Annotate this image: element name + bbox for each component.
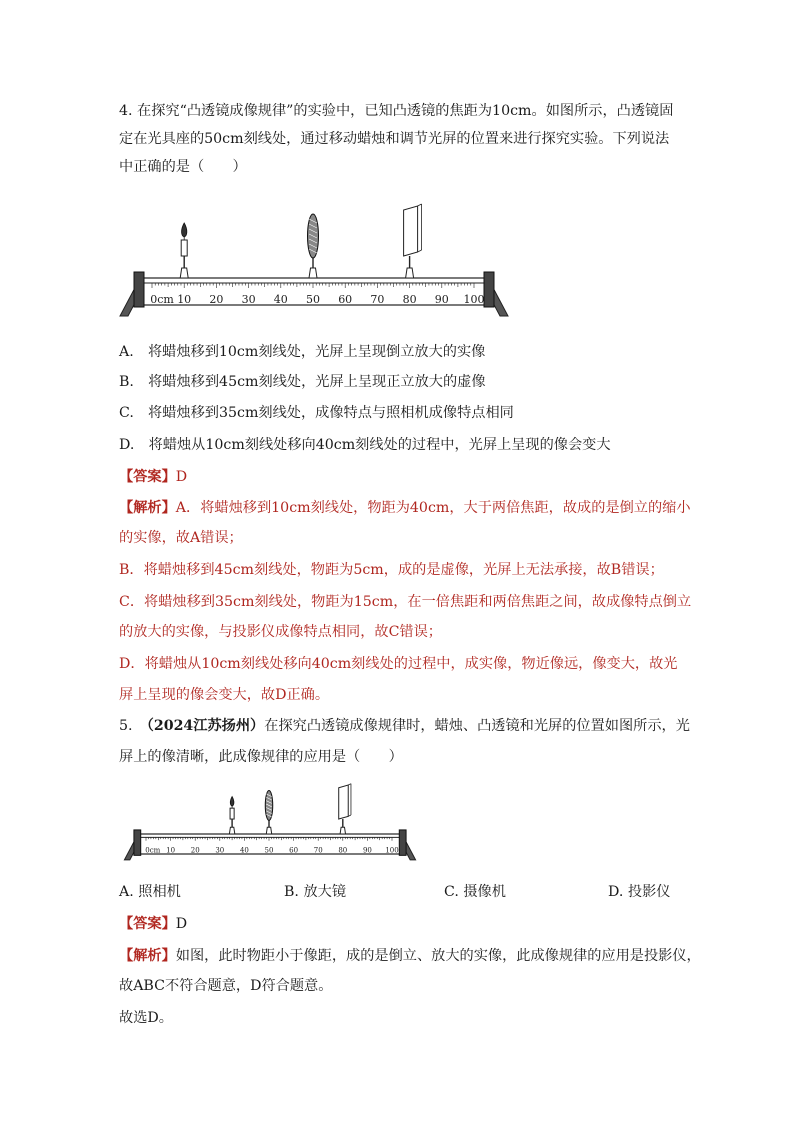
q5-source: （2024江苏扬州） bbox=[146, 718, 265, 734]
ruler-label: 70 bbox=[370, 293, 385, 306]
ruler-label: 0cm bbox=[150, 293, 174, 306]
ruler-label: 90 bbox=[362, 846, 372, 855]
q5-option-c: C. 摄像机 bbox=[444, 884, 506, 900]
q4-analysis-a-line1: 【解析】A．将蜡烛移到10cm刻线处，物距为40cm，大于两倍焦距，故成的是倒立的缩小 bbox=[119, 500, 691, 516]
screen-edge bbox=[418, 204, 422, 206]
q5-option-d: D. 投影仪 bbox=[608, 884, 671, 900]
screen-holder-base bbox=[340, 827, 345, 834]
ruler-label: 50 bbox=[306, 293, 320, 306]
left-end-block bbox=[134, 272, 144, 307]
candle-flame-icon bbox=[230, 797, 234, 807]
ruler-label: 30 bbox=[241, 293, 256, 306]
q4-optical-bench-figure bbox=[118, 198, 518, 328]
candle-holder-base bbox=[180, 268, 188, 278]
q4-stem: 4. 在探究“凸透镜成像规律”的实验中，已知凸透镜的焦距为10cm。如图所示，凸透镜固定在光具座的50cm刻线处，通过移动蜡烛和调节光屏的位置来进行探究实验。下列说法中正确的是（ ） bbox=[119, 103, 674, 175]
q4-option-d: D. 将蜡烛从10cm刻线处移向40cm刻线处的过程中，光屏上呈现的像会变大 bbox=[119, 437, 611, 453]
ruler-label: 20 bbox=[190, 846, 200, 855]
light-screen bbox=[404, 206, 418, 256]
ruler-label: 50 bbox=[264, 846, 274, 855]
q5-answer bbox=[119, 912, 187, 936]
q4-answer-value: D bbox=[175, 469, 188, 485]
q5-stem-line1: 5. （2024江苏扬州）在探究凸透镜成像规律时，蜡烛、凸透镜和光屏的位置如图所示，光 bbox=[119, 718, 690, 734]
q5-conclusion: 故选D。 bbox=[119, 1010, 173, 1026]
ruler-label: 10 bbox=[177, 293, 192, 306]
light-screen bbox=[339, 785, 349, 819]
ruler-label: 40 bbox=[273, 293, 288, 306]
q4-analysis-a-line2: 的实像，故A错误； bbox=[119, 530, 243, 546]
q4-option-c: C. 将蜡烛移到35cm刻线处，成像特点与照相机成像特点相同 bbox=[119, 405, 514, 421]
right-end-block bbox=[484, 272, 494, 307]
ruler-label: 80 bbox=[402, 293, 417, 306]
q4-analysis-b: B．将蜡烛移到45cm刻线处，物距为5cm，成的是虚像，光屏上无法承接，故B错误； bbox=[119, 562, 664, 578]
q4-analysis-c-line2: 的放大的实像，与投影仪成像特点相同，故C错误； bbox=[119, 624, 442, 640]
q4-analysis-d-line2: 屏上呈现的像会变大，故D正确。 bbox=[119, 687, 330, 703]
candle-body bbox=[230, 808, 234, 819]
q4-answer-label: 【答案】 bbox=[119, 469, 176, 485]
q4-answer bbox=[119, 465, 187, 489]
q5-optical-bench-figure bbox=[118, 776, 428, 872]
q5-option-a: A. 照相机 bbox=[119, 884, 181, 900]
ruler-label: 100 bbox=[385, 846, 399, 855]
lens-holder-base bbox=[309, 268, 317, 278]
screen-edge bbox=[348, 784, 351, 785]
q5-stem-line2: 屏上的像清晰，此成像规律的应用是（ ） bbox=[119, 749, 403, 765]
q5-answer-value: D bbox=[175, 916, 188, 932]
ruler-label: 10 bbox=[166, 846, 176, 855]
ruler-label: 80 bbox=[338, 846, 348, 855]
lens-holder-base bbox=[266, 827, 271, 834]
q4-analysis-label: 【解析】 bbox=[119, 500, 176, 516]
q4-analysis-c-line1: C．将蜡烛移到35cm刻线处，物距为15cm，在一倍焦距和两倍焦距之间，故成像特点倒立 bbox=[119, 594, 692, 610]
q5-analysis-line2: 故ABC不符合题意，D符合题意。 bbox=[119, 978, 333, 994]
ruler-label: 100 bbox=[463, 293, 485, 306]
ruler-label: 20 bbox=[209, 293, 224, 306]
candle-body bbox=[181, 240, 187, 256]
q4-option-a: A. 将蜡烛移到10cm刻线处，光屏上呈现倒立放大的实像 bbox=[119, 344, 486, 360]
ruler-label: 90 bbox=[434, 293, 449, 306]
ruler-label: 60 bbox=[289, 846, 299, 855]
q5-number: 5. bbox=[119, 718, 147, 734]
ruler-label: 70 bbox=[313, 846, 323, 855]
q5-analysis-line1: 【解析】如图，此时物距小于像距，成的是倒立、放大的实像，此成像规律的应用是投影仪， bbox=[119, 948, 701, 964]
q4-analysis-d-line1: D．将蜡烛从10cm刻线处移向40cm刻线处的过程中，成实像，物近像远，像变大，故光 bbox=[119, 656, 678, 672]
screen-edge bbox=[418, 250, 422, 252]
q5-option-b: B. 放大镜 bbox=[284, 884, 347, 900]
ruler-label: 30 bbox=[215, 846, 225, 855]
screen-holder-base bbox=[406, 268, 414, 278]
right-end-block bbox=[399, 830, 406, 855]
candle-flame-icon bbox=[182, 223, 187, 237]
candle-holder-base bbox=[229, 827, 234, 834]
ruler-label: 0cm bbox=[145, 846, 161, 855]
q4-option-b: B. 将蜡烛移到45cm刻线处，光屏上呈现正立放大的虚像 bbox=[119, 374, 486, 390]
q5-answer-label: 【答案】 bbox=[119, 916, 176, 932]
ruler-label: 60 bbox=[338, 293, 353, 306]
ruler-label: 40 bbox=[239, 846, 249, 855]
left-end-block bbox=[134, 830, 141, 855]
q5-analysis-label: 【解析】 bbox=[119, 948, 176, 964]
